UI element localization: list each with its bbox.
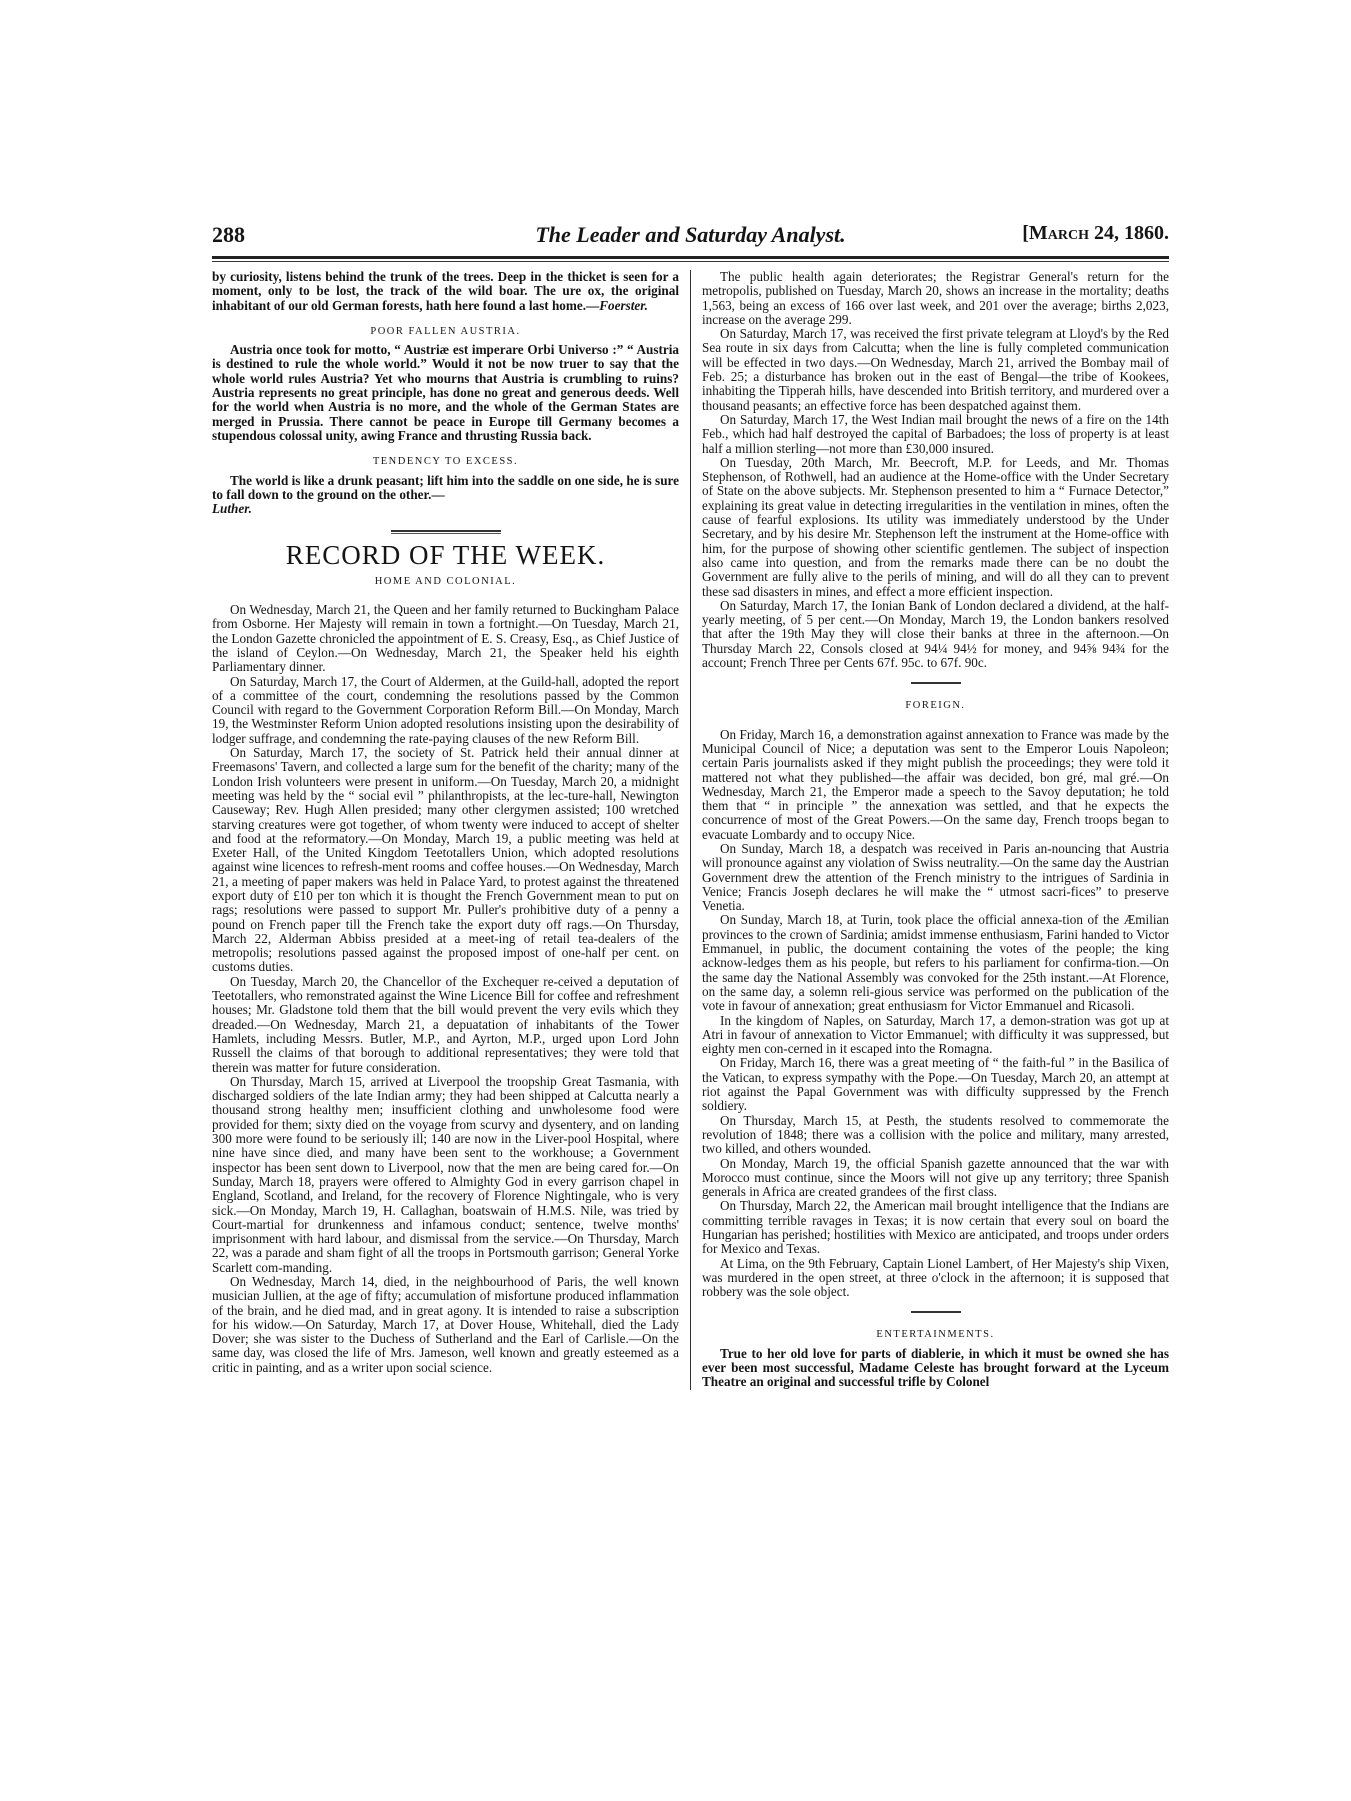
paper-title: The Leader and Saturday Analyst. [535, 222, 846, 247]
section-heading: TENDENCY TO EXCESS. [372, 456, 519, 468]
section-heading: FOREIGN. [905, 700, 966, 712]
article-paragraph: The world is like a drunk peasant; lift him into the saddle on one side, he is sure to fall down to the ground on the other.— Luther. [212, 472, 679, 517]
article-paragraph: Austria once took for motto, “ Austriæ est imperare Orbi Universo :” “ Austria is destined to rule the whole world.” Would it not be now truer to say that the whole world rules Austria? Yet who mourns that Austria is crumbling to ruins? Austria represents no great principle, has done no great and generous deeds. Well for the world when Austria is no more, and the whole of the German States are merged in Prussia. There cannot be peace in Europe till Germany becomes a stupendous colossal unity, awing France and thrusting Russia back. [212, 342, 679, 443]
newspaper-page [212, 222, 1169, 1390]
article-paragraph: On Friday, March 16, a demonstration against annexation to France was made by the Municipal Council of Nice; a deputation was sent to the Emperor Louis Napoleon; certain Paris journalists asked if they might publish the proceedings; they were told it mattered not what they published—the affair was decided, bon gré, mal gré.—On Wednesday, March 21, the Emperor made a speech to the Savoy deputation; he told them that “ in principle ” the annexation was settled, and that he expects the concurrence of most of the Great Powers.—On the same day, French troops began to evacuate Lombardy and to occupy Nice. [702, 726, 1169, 842]
left-column [212, 270, 690, 1390]
article-paragraph: On Friday, March 16, there was a great meeting of “ the faith-ful ” in the Basilica of the Vatican, to express sympathy with the Pope.—On Tuesday, March 20, an attempt at riot against the Papal Government was with difficulty suppressed by the French soldiery. [702, 1055, 1169, 1114]
section-divider [391, 530, 501, 534]
article-paragraph: On Saturday, March 17, the society of St. Patrick held their annual dinner at Freemasons' Tavern, and collected a large sum for the benefit of the charity; many of the London Irish volunteers were present in uniform.—On Tuesday, March 20, a midnight meeting was held by the “ social evil ” philanthropists, at the lec-ture-hall, Newington Causeway; Rev. Hugh Allen presided; many other clergymen assisted; 100 wretched starving creatures were got together, of whom twenty were induced to accept of shelter and food at the reformatory.—On Monday, March 19, a public meeting was held at Exeter Hall, of the United Kingdom Teetotallers Union, which adopted resolutions against wine licences to refresh-ment rooms and coffee houses.—On Wednesday, March 21, a meeting of paper makers was held in Palace Yard, to protest against the threatened export duty of £10 per ton which it is thought the French Government mean to put on rags; resolutions were passed to support Mr. Puller's prohibitive duty of a penny a pound on French paper till the French take the export duty off rags.—On Thursday, March 22, Alderman Abbiss presided at a meet-ing of retail tea-dealers of the metropolis; resolutions passed against the proposed impost of one-half per cent. on customs duties. [212, 745, 679, 975]
masthead-rule [212, 256, 1169, 262]
article-paragraph: On Saturday, March 17, the Ionian Bank of London declared a dividend, at the half-yearly meeting, of 5 per cent.—On Monday, March 19, the London bankers resolved that after the 19th May they will close their banks at three in the afternoon.—On Thursday March 22, Consols closed at 94¼ 94½ for money, and 94⅝ 94¾ for the account; French Three per Cents 67f. 95c. to 67f. 90c. [702, 597, 1169, 671]
article-paragraph: On Sunday, March 18, a despatch was received in Paris an-nouncing that Austria will pronounce against any violation of Swiss neutrality.—On the same day the Austrian Government drew the attention of the French ministry to the intrigues of Sardinia in Venice; Francis Joseph declares he will make the “ utmost sacri-fices” to preserve Venetia. [702, 840, 1169, 914]
article-paragraph: On Saturday, March 17, was received the first private telegram at Lloyd's by the Red Sea route in six days from Calcutta; when the line is fully completed communication will be effected in two days.—On Wednesday, March 21, arrived the Bombay mail of Feb. 25; a disturbance has broken out in the east of Bengal—the tribe of Kookees, inhabiting the Tipperah hills, have descended into British territory, and murdered over a thousand peasants; an effective force has been despatched against them. [702, 326, 1169, 413]
article-paragraph: On Monday, March 19, the official Spanish gazette announced that the war with Morocco must continue, since the Moors will not give up any territory; three Spanish generals in Africa are created grandees of the first class. [702, 1155, 1169, 1200]
continuation-paragraph: by curiosity, listens behind the trunk of the trees. Deep in the thicket is seen for a moment, only to be lost, the track of the wild boar. The ure ox, the original inhabitant of our old German forests, hath here found a last home.—Foerster. [212, 269, 679, 313]
article-paragraph: On Wednesday, March 14, died, in the neighbourhood of Paris, the well known musician Jullien, at the age of fifty; accumulation of misfortune produced inflammation of the brain, and he died mad, and in great agony. It is intended to raise a subscription for his widow.—On Saturday, March 17, at Dover House, Whitehall, died the Lady Dover; she was sister to the Duchess of Sutherland and the Earl of Carlisle.—On the same day, was closed the life of Mrs. Jameson, well known and greatly esteemed as a critic in painting, and as a writer upon social science. [212, 1274, 679, 1375]
record-of-the-week-heading: RECORD OF THE WEEK. [285, 540, 606, 571]
right-column [690, 270, 1169, 1390]
attribution: Luther. [212, 501, 252, 517]
page-number: 288 [212, 222, 245, 247]
section-heading: ENTERTAINMENTS. [876, 1329, 995, 1341]
article-paragraph: On Tuesday, March 20, the Chancellor of the Exchequer re-ceived a deputation of Teetotallers, who remonstrated against the Wine Licence Bill for coffee and refreshment houses; Mr. Gladstone told them that the bill would prevent the very evils which they dreaded.—On Wednesday, March 21, a depuatation of inhabitants of the Tower Hamlets, including Messrs. Butler, M.P., and Ayrton, M.P., urged upon Lord John Russell the claims of that borough to additional representatives; they were told that therein was matter for future consideration. [212, 973, 679, 1075]
article-paragraph: On Sunday, March 18, at Turin, took place the official annexa-tion of the Æmilian provinces to the crown of Sardinia; amidst immense enthusiasm, Farini handed to Victor Emmanuel, in public, the document containing the votes of the people; the king acknow-ledges them as his people, but refers to his parliament for confirma-tion.—On the same day the National Assembly was convoked for the 25th instant.—At Florence, on the same day, a solemn reli-gious service was performed on the publication of the vote in favour of annexation; great enthusiasm for Victor Emmanuel and Ricasoli. [702, 912, 1169, 1014]
masthead [212, 222, 1169, 252]
article-paragraph: On Saturday, March 17, the West Indian mail brought the news of a fire on the 14th Feb., which had half destroyed the capital of Barbadoes; the loss of property is at least half a million sterling—not more than £30,000 insured. [702, 411, 1169, 456]
article-paragraph: In the kingdom of Naples, on Saturday, March 17, a demon-stration was got up at Atri in favour of annexation to Victor Emmanuel; with difficulty it was suppressed, but eighty men con-cerned in it escaped into the Romagna. [702, 1012, 1169, 1057]
section-divider [911, 1311, 961, 1314]
article-paragraph: At Lima, on the 9th February, Captain Lionel Lambert, of Her Majesty's ship Vixen, was murdered in the open street, at three o'clock in the afternoon; it is supposed that robbery was the sole object. [702, 1255, 1169, 1300]
article-paragraph: On Thursday, March 15, arrived at Liverpool the troopship Great Tasmania, with discharged soldiers of the late Indian army; they had been shipped at Calcutta nearly a thousand strong healthy men; insufficient clothing and unwholesome food were provided for them; sixty died on the voyage from scurvy and dysentery, and on landing 300 more were found to be seriously ill; 140 are now in the Liver-pool Hospital, where nine have since died, and many have been sent to the workhouse; a Government inspector has been sent down to Liverpool, now that the men are being cared for.—On Sunday, March 18, prayers were offered to Almighty God in every garrison chapel in England, Scotland, and Ireland, for the recovery of Florence Nightingale, who is very sick.—On Monday, March 19, H. Callaghan, boatswain of H.M.S. Nile, was tried by Court-martial for drunkenness and infamous conduct; sentence, twelve months' imprisonment with hard labour, and dismissal from the service.—On Thursday, March 22, was a parade and sham fight of all the troops in Portsmouth garrison; General Yorke Scarlett com-manding. [212, 1073, 679, 1275]
article-paragraph: On Thursday, March 22, the American mail brought intelligence that the Indians are committing terrible ravages in Texas; it is now certain that every soul on board the Hungarian has perished; hostilities with Mexico are anticipated, and troops under orders for Mexico and Texas. [702, 1198, 1169, 1257]
article-paragraph: On Wednesday, March 21, the Queen and her family returned to Buckingham Palace from Osborne. Her Majesty will remain in town a fortnight.—On Tuesday, March 21, the London Gazette chronicled the appointment of E. S. Creasy, Esq., as Chief Justice of the island of Ceylon.—On Wednesday, March 21, the Speaker held his eighth Parliamentary dinner. [212, 602, 679, 675]
section-heading: POOR FALLEN AUSTRIA. [370, 325, 521, 337]
article-paragraph: On Saturday, March 17, the Court of Aldermen, at the Guild-hall, adopted the report of a committee of the court, condemning the resolutions passed by the Common Council with regard to the Government Corporation Reform Bill.—On Monday, March 19, the Westminster Reform Union adopted resolutions insisting upon the desirability of lodger suffrage, and condemning the rate-paying clauses of the new Reform Bill. [212, 673, 679, 746]
issue-date: [March 24, 1860. [1022, 222, 1169, 244]
attribution: Foerster. [599, 297, 648, 313]
article-paragraph: The public health again deteriorates; the Registrar General's return for the metropolis, published on Tuesday, March 20, shows an increase in the mortality; deaths 1,563, being an excess of 166 over last week, and 201 over the average; births 2,023, increase on the average 299. [702, 269, 1169, 327]
section-divider [911, 682, 961, 685]
section-heading: HOME AND COLONIAL. [374, 575, 517, 587]
article-paragraph: On Tuesday, 20th March, Mr. Beecroft, M.P. for Leeds, and Mr. Thomas Stephenson, of Rothwell, had an audience at the Home-office with the Under Secretary of State on the above subjects. Mr. Stephenson presented to him a “ Furnace Detector,” explaining its great value in detecting irregularities in the ventilation in mines, often the cause of fearful explosions. Its utility was immediately understood by the Under Secretary, and by his desire Mr. Stephenson left the instrument at the Home-office with him, for the purpose of showing other scientific gentlemen. The subject of inspection also came into question, and from the remarks made there can be no doubt the Government are fully alive to the perils of mining, and will do all they can to prevent these sad disasters in mines, and effect a more efficient inspection. [702, 454, 1169, 599]
article-paragraph: True to her old love for parts of diablerie, in which it must be owned she has ever been most successful, Madame Celeste has brought forward at the Lyceum Theatre an original and successful trifle by Colonel [702, 1345, 1169, 1390]
article-paragraph: On Thursday, March 15, at Pesth, the students resolved to commemorate the revolution of 1848; there was a collision with the police and military, many arrested, two killed, and others wounded. [702, 1112, 1169, 1157]
columns [212, 270, 1169, 1390]
